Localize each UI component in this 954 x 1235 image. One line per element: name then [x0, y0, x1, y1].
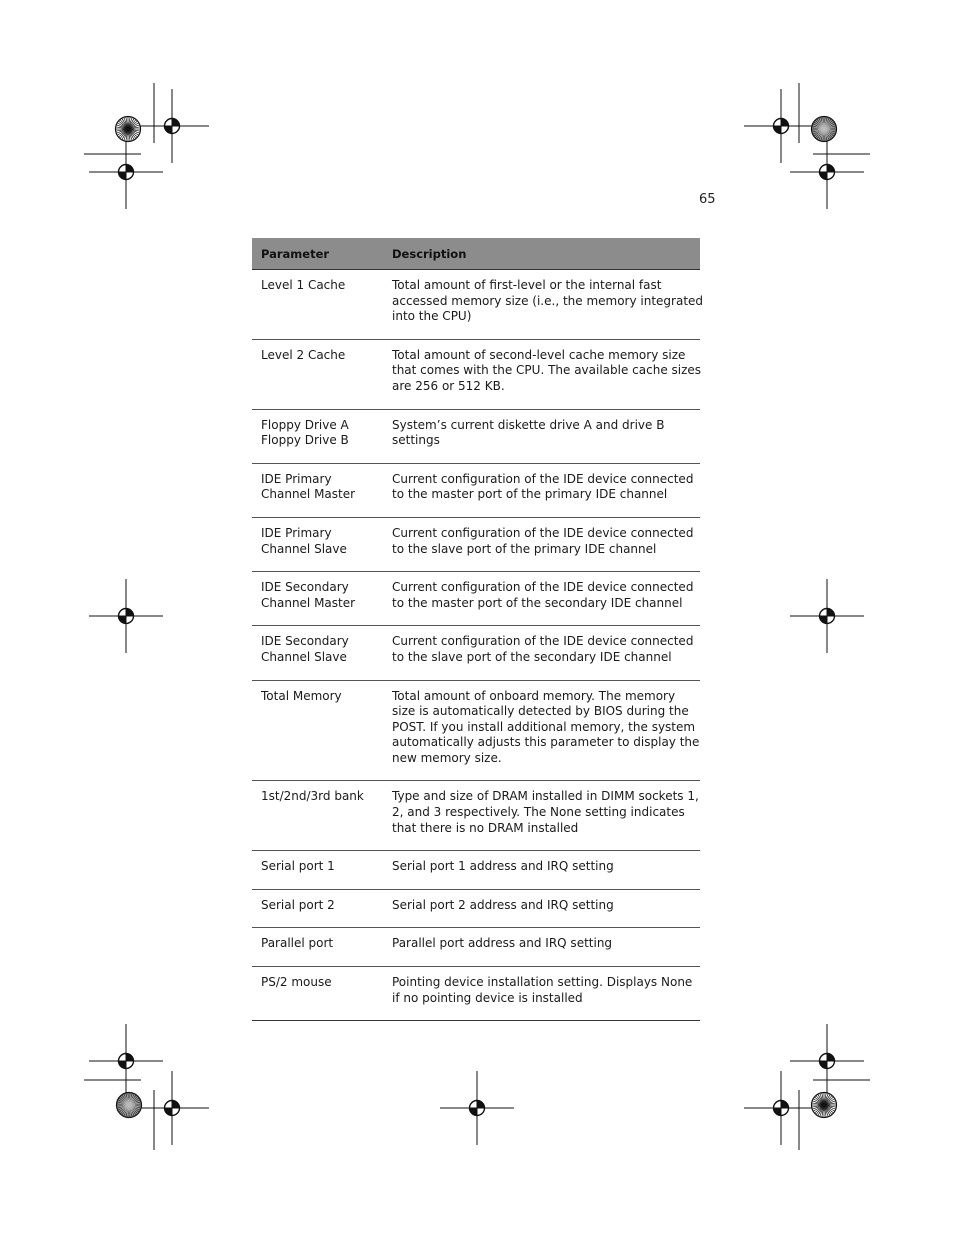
parameter-cell-line: Serial port 1 [261, 859, 335, 874]
parameter-cell-line: IDE Secondary [261, 634, 349, 649]
crosshair-circle-icon [744, 89, 818, 163]
column-header-parameter: Parameter [252, 238, 383, 270]
description-cell-line: Type and size of DRAM installed in DIMM sockets 1, [392, 789, 699, 804]
parameter-cell-line: Channel Slave [261, 649, 347, 664]
crosshair-circle-icon [135, 89, 209, 163]
parameter-cell-line: Channel Master [261, 595, 356, 610]
description-cell-line: Serial port 1 address and IRQ setting [392, 859, 614, 874]
parameter-cell-line: IDE Secondary [261, 580, 349, 595]
description-cell-line: 2, and 3 respectively. The None setting indicates [392, 805, 685, 820]
parameter-cell-line: Parallel port [261, 936, 334, 951]
description-cell-line: Total amount of first-level or the internal fast [392, 278, 662, 292]
parameter-cell-line: Floppy Drive B [261, 433, 349, 448]
crosshair-circle-icon [135, 1071, 209, 1145]
description-cell-line: to the master port of the secondary IDE channel [392, 595, 683, 610]
parameter-cell-line: IDE Primary [261, 525, 332, 540]
crosshair-circle-icon [440, 1071, 514, 1145]
crosshair-circle-icon [790, 135, 864, 209]
description-cell-line: Current configuration of the IDE device connected [392, 634, 694, 649]
parameter-cell-line: Channel Slave [261, 541, 347, 556]
description-cell-line: POST. If you install additional memory, the system [392, 719, 696, 734]
crosshair-circle-icon [790, 1024, 864, 1098]
description-cell-line: Current configuration of the IDE device connected [392, 471, 694, 486]
description-cell-line: to the master port of the primary IDE channel [392, 487, 668, 502]
description-cell-line: accessed memory size (i.e., the memory integrated [392, 293, 704, 308]
crosshair-circle-icon [89, 1024, 163, 1098]
starburst-target-icon [812, 117, 837, 142]
description-cell-line: to the slave port of the primary IDE channel [392, 541, 657, 556]
crosshair-circle-icon [744, 1071, 818, 1145]
parameter-cell-line: Level 2 Cache [261, 347, 346, 362]
description-cell-line: automatically adjusts this parameter to display the [392, 735, 700, 750]
parameter-cell-line: IDE Primary [261, 471, 332, 486]
parameter-cell-line: 1st/2nd/3rd bank [261, 789, 364, 804]
parameter-cell-line: PS/2 mouse [261, 975, 332, 990]
page-number: 65 [699, 192, 716, 207]
crosshair-circle-icon [89, 135, 163, 209]
description-cell-line: are 256 or 512 KB. [392, 378, 505, 393]
description-cell-line: to the slave port of the secondary IDE channel [392, 649, 672, 664]
parameter-cell-line: Floppy Drive A [261, 417, 349, 432]
starburst-target-icon [117, 1093, 142, 1118]
description-cell-line: Pointing device installation setting. Displays None [392, 975, 693, 990]
parameter-cell-line: Total Memory [261, 688, 342, 703]
parameter-cell-line: Channel Master [261, 487, 356, 502]
description-cell-line: Total amount of onboard memory. The memory [392, 688, 676, 703]
crosshair-circle-icon [89, 579, 163, 653]
column-header-description: Description [383, 238, 700, 270]
description-cell-line: new memory size. [392, 750, 502, 765]
description-cell-line: settings [392, 433, 440, 448]
description-cell-line: if no pointing device is installed [392, 990, 583, 1005]
parameter-cell-line: Level 1 Cache [261, 278, 346, 292]
description-cell-line: Serial port 2 address and IRQ setting [392, 897, 614, 912]
description-cell-line: Total amount of second-level cache memory size [392, 347, 686, 362]
description-cell-line: that there is no DRAM installed [392, 820, 579, 835]
starburst-target-icon [116, 117, 141, 142]
description-cell-line: System’s current diskette drive A and drive B [392, 417, 665, 432]
description-cell-line: Parallel port address and IRQ setting [392, 936, 613, 951]
description-cell-line: Current configuration of the IDE device connected [392, 525, 694, 540]
crosshair-circle-icon [790, 579, 864, 653]
parameter-cell-line: Serial port 2 [261, 897, 335, 912]
starburst-target-icon [812, 1093, 837, 1118]
description-cell-line: Current configuration of the IDE device connected [392, 580, 694, 595]
description-cell-line: into the CPU) [392, 309, 472, 324]
description-cell-line: that comes with the CPU. The available cache sizes [392, 363, 702, 378]
description-cell-line: size is automatically detected by BIOS during the [392, 704, 689, 719]
